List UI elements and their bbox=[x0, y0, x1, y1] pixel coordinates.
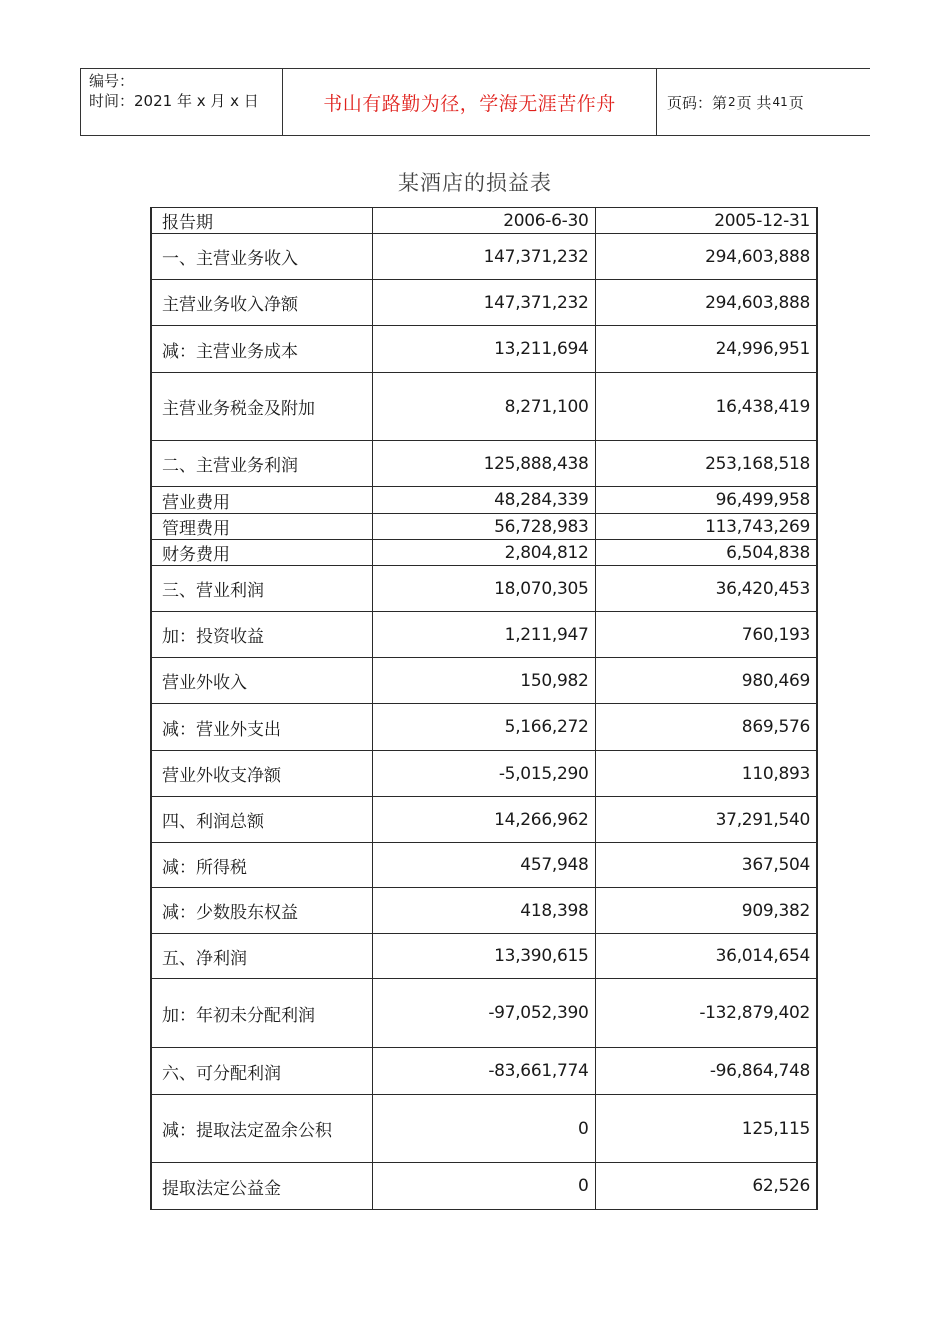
header-meta bbox=[81, 69, 283, 135]
table-row bbox=[151, 704, 817, 751]
value-2006: 13,211,694 bbox=[372, 326, 595, 373]
value-2006: -5,015,290 bbox=[372, 751, 595, 797]
page-prefix: 页码：第 bbox=[667, 93, 728, 112]
row-label: 减：营业外支出 bbox=[151, 704, 372, 751]
page-header bbox=[80, 68, 870, 136]
serial-number-label: 编号： bbox=[89, 72, 135, 90]
value-2006: 18,070,305 bbox=[372, 566, 595, 612]
value-2006: -83,661,774 bbox=[372, 1048, 595, 1095]
value-2006: 8,271,100 bbox=[372, 373, 595, 441]
value-2006: 418,398 bbox=[372, 888, 595, 934]
row-label: 减：所得税 bbox=[151, 843, 372, 888]
value-2005: 96,499,958 bbox=[595, 487, 817, 514]
value-2005: 253,168,518 bbox=[595, 441, 817, 487]
table-row bbox=[151, 1095, 817, 1163]
page-suffix: 页 bbox=[788, 93, 804, 112]
row-label: 营业费用 bbox=[151, 487, 372, 514]
table-row bbox=[151, 280, 817, 326]
row-label: 减：少数股东权益 bbox=[151, 888, 372, 934]
row-label: 二、主营业务利润 bbox=[151, 441, 372, 487]
table-header-row bbox=[151, 208, 817, 234]
row-label: 主营业务税金及附加 bbox=[151, 373, 372, 441]
value-2005: -132,879,402 bbox=[595, 979, 817, 1048]
value-2005: 110,893 bbox=[595, 751, 817, 797]
row-label: 加：年初未分配利润 bbox=[151, 979, 372, 1048]
table-row bbox=[151, 1163, 817, 1210]
table-row bbox=[151, 1048, 817, 1095]
period-2005-header: 2005-12-31 bbox=[595, 208, 817, 234]
value-2005: 760,193 bbox=[595, 612, 817, 658]
row-label: 六、可分配利润 bbox=[151, 1048, 372, 1095]
value-2005: 6,504,838 bbox=[595, 540, 817, 566]
report-period-header: 报告期 bbox=[151, 208, 372, 234]
value-2006: 1,211,947 bbox=[372, 612, 595, 658]
value-2005: 24,996,951 bbox=[595, 326, 817, 373]
table-row bbox=[151, 540, 817, 566]
value-2006: 147,371,232 bbox=[372, 234, 595, 280]
value-2006: 5,166,272 bbox=[372, 704, 595, 751]
value-2005: 36,420,453 bbox=[595, 566, 817, 612]
table-row bbox=[151, 934, 817, 979]
table-row bbox=[151, 751, 817, 797]
value-2006: 150,982 bbox=[372, 658, 595, 704]
table-row bbox=[151, 234, 817, 280]
table-row bbox=[151, 487, 817, 514]
value-2006: 0 bbox=[372, 1095, 595, 1163]
page-total: 41 bbox=[772, 95, 788, 109]
value-2006: 56,728,983 bbox=[372, 514, 595, 540]
value-2005: 62,526 bbox=[595, 1163, 817, 1210]
row-label: 主营业务收入净额 bbox=[151, 280, 372, 326]
value-2005: 37,291,540 bbox=[595, 797, 817, 843]
value-2005: 16,438,419 bbox=[595, 373, 817, 441]
row-label: 财务费用 bbox=[151, 540, 372, 566]
value-2006: 2,804,812 bbox=[372, 540, 595, 566]
value-2006: 457,948 bbox=[372, 843, 595, 888]
value-2005: -96,864,748 bbox=[595, 1048, 817, 1095]
table-row bbox=[151, 658, 817, 704]
value-2005: 294,603,888 bbox=[595, 234, 817, 280]
value-2005: 113,743,269 bbox=[595, 514, 817, 540]
document-title: 某酒店的损益表 bbox=[398, 171, 552, 195]
period-2006-header: 2006-6-30 bbox=[372, 208, 595, 234]
row-label: 减：提取法定盈余公积 bbox=[151, 1095, 372, 1163]
table-row bbox=[151, 566, 817, 612]
row-label: 四、利润总额 bbox=[151, 797, 372, 843]
page-middle: 页 共 bbox=[736, 93, 772, 112]
table-row bbox=[151, 979, 817, 1048]
table-row bbox=[151, 843, 817, 888]
row-label: 减：主营业务成本 bbox=[151, 326, 372, 373]
header-motto: 书山有路勤为径，学海无涯苦作舟 bbox=[283, 69, 657, 135]
value-2006: 0 bbox=[372, 1163, 595, 1210]
value-2005: 869,576 bbox=[595, 704, 817, 751]
row-label: 营业外收支净额 bbox=[151, 751, 372, 797]
value-2006: 13,390,615 bbox=[372, 934, 595, 979]
page-counter bbox=[657, 69, 870, 135]
page-current: 2 bbox=[728, 95, 736, 109]
table-row bbox=[151, 441, 817, 487]
table-row bbox=[151, 514, 817, 540]
value-2005: 367,504 bbox=[595, 843, 817, 888]
value-2005: 294,603,888 bbox=[595, 280, 817, 326]
date-label: 时间：2021 年 x 月 x 日 bbox=[89, 92, 259, 110]
row-label: 营业外收入 bbox=[151, 658, 372, 704]
row-label: 一、主营业务收入 bbox=[151, 234, 372, 280]
value-2006: 48,284,339 bbox=[372, 487, 595, 514]
table-row bbox=[151, 612, 817, 658]
value-2005: 980,469 bbox=[595, 658, 817, 704]
table-row bbox=[151, 797, 817, 843]
table-row bbox=[151, 373, 817, 441]
table-row bbox=[151, 326, 817, 373]
row-label: 提取法定公益金 bbox=[151, 1163, 372, 1210]
row-label: 五、净利润 bbox=[151, 934, 372, 979]
value-2005: 909,382 bbox=[595, 888, 817, 934]
row-label: 三、营业利润 bbox=[151, 566, 372, 612]
table-row bbox=[151, 888, 817, 934]
row-label: 管理费用 bbox=[151, 514, 372, 540]
income-statement-table bbox=[150, 207, 818, 1210]
row-label: 加：投资收益 bbox=[151, 612, 372, 658]
value-2006: 147,371,232 bbox=[372, 280, 595, 326]
value-2005: 36,014,654 bbox=[595, 934, 817, 979]
value-2006: 125,888,438 bbox=[372, 441, 595, 487]
value-2005: 125,115 bbox=[595, 1095, 817, 1163]
value-2006: 14,266,962 bbox=[372, 797, 595, 843]
value-2006: -97,052,390 bbox=[372, 979, 595, 1048]
